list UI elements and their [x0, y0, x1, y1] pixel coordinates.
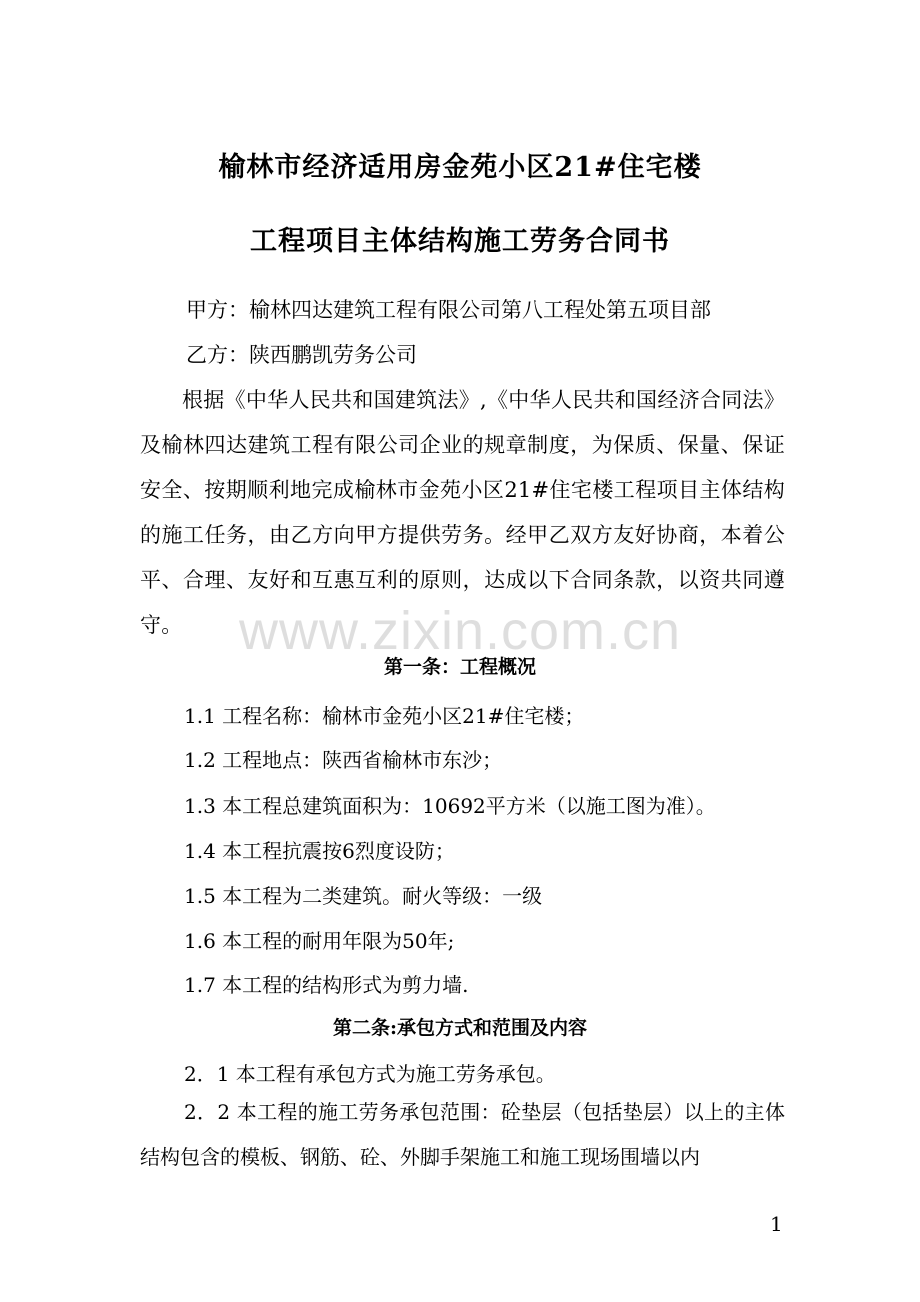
document-title-line1: 榆林市经济适用房金苑小区21#住宅楼 — [218, 152, 702, 183]
section1-item: 1.4 本工程抗震按6烈度设防； — [184, 839, 455, 863]
document-title-line2: 工程项目主体结构施工劳务合同书 — [250, 226, 670, 257]
section2-item: 2．1 本工程有承包方式为施工劳务承包。 — [184, 1062, 556, 1086]
watermark: www.zixin.com.cn — [238, 601, 682, 661]
section1-item: 1.2 工程地点：陕西省榆林市东沙； — [184, 748, 503, 772]
intro-paragraph: 根据《中华人民共和国建筑法》,《中华人民共和国经济合同法》及榆林四达建筑工程有限公司企业的规章制度，为保质、保量、保证安全、按期顺利地完成榆林市金苑小区21#住宅楼工程项目主体结构的施工任务，由乙方向甲方提供劳务。经甲乙双方友好协商，本着公平、合理、友好和互惠互利的原则，达成以下合同条款，以资共同遵守。 — [140, 388, 785, 637]
section1-item: 1.6 本工程的耐用年限为50年; — [184, 929, 455, 953]
section2-heading: 第二条:承包方式和范围及内容 — [332, 1017, 587, 1039]
party-b: 乙方：陕西鹏凯劳务公司 — [186, 343, 417, 367]
page-number: 1 — [770, 1212, 783, 1236]
section1-item: 1.7 本工程的结构形式为剪力墙. — [184, 973, 469, 997]
section1-item: 1.3 本工程总建筑面积为：10692平方米（以施工图为准）。 — [184, 794, 716, 818]
section1-heading: 第一条：工程概况 — [383, 656, 536, 678]
party-a: 甲方：榆林四达建筑工程有限公司第八工程处第五项目部 — [186, 298, 711, 322]
section1-item: 1.5 本工程为二类建筑。耐火等级：一级 — [184, 884, 543, 908]
section1-item: 1.1 工程名称：榆林市金苑小区21#住宅楼； — [184, 704, 585, 728]
section2-item-paragraph: 2．2 本工程的施工劳务承包范围：砼垫层（包括垫层）以上的主体结构包含的模板、钢筋、砼、外脚手架施工和施工现场围墙以内 — [140, 1100, 785, 1169]
